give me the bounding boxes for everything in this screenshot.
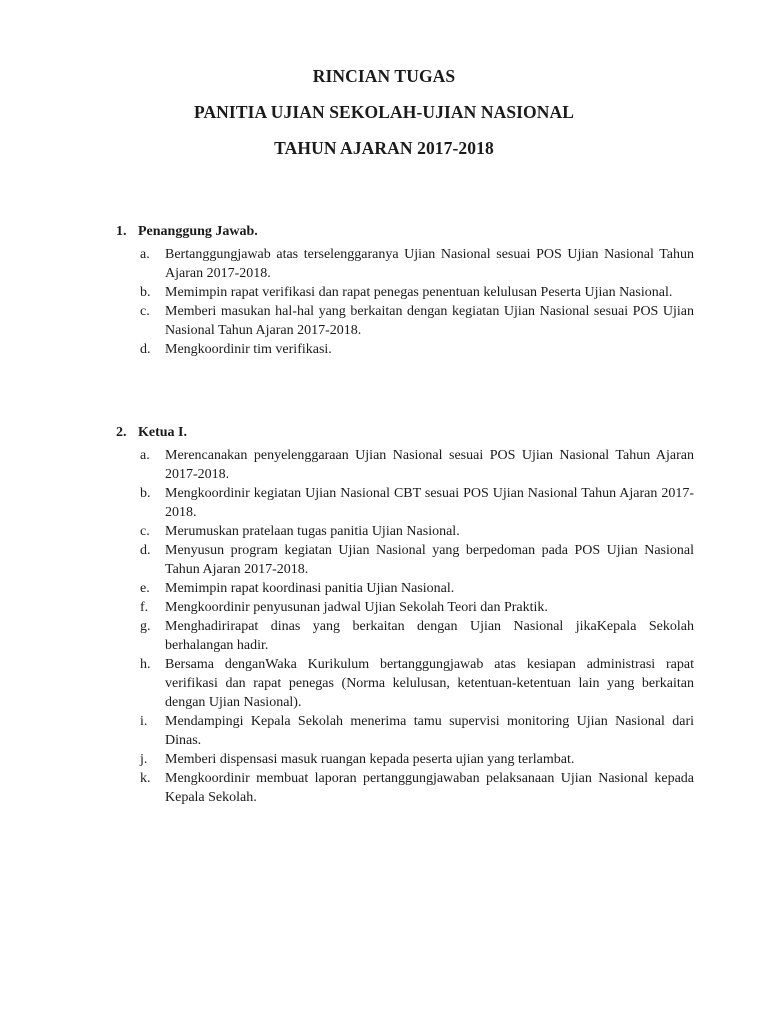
section-number: 2. xyxy=(116,425,127,440)
item-text: Mendampingi Kepala Sekolah menerima tamu supervisi monitoring Ujian Nasional dari Dinas. xyxy=(165,714,694,748)
section-penanggung-jawab xyxy=(116,223,694,359)
list-item xyxy=(140,340,694,359)
item-text: Memberi masukan hal-hal yang berkaitan dengan kegiatan Ujian Nasional sesuai POS Ujian Nasional Tahun Ajaran 2017-2018. xyxy=(165,304,694,338)
list-item xyxy=(140,446,694,484)
item-text: Bertanggungjawab atas terselenggaranya Ujian Nasional sesuai POS Ujian Nasional Tahun Ajaran 2017-2018. xyxy=(165,247,694,281)
title-line-3: TAHUN AJARAN 2017-2018 xyxy=(274,138,494,158)
item-letter: d. xyxy=(140,342,151,357)
title-line-2: PANITIA UJIAN SEKOLAH-UJIAN NASIONAL xyxy=(193,102,575,122)
list-item xyxy=(140,541,694,579)
list-item xyxy=(140,769,694,807)
title-line-1: RINCIAN TUGAS xyxy=(312,66,456,86)
item-text: Mengkoordinir penyusunan jadwal Ujian Sekolah Teori dan Praktik. xyxy=(165,600,548,615)
item-letter: c. xyxy=(140,304,150,319)
item-text: Merumuskan pratelaan tugas panitia Ujian Nasional. xyxy=(165,524,460,539)
item-letter: j. xyxy=(140,752,148,767)
list-item xyxy=(140,598,694,617)
list-item xyxy=(140,712,694,750)
document-title xyxy=(0,66,768,174)
item-letter: h. xyxy=(140,657,151,672)
item-text: Mengkoordinir kegiatan Ujian Nasional CBT sesuai POS Ujian Nasional Tahun Ajaran 2017-2018. xyxy=(165,486,694,520)
item-letter: f. xyxy=(140,600,149,615)
list-item xyxy=(140,655,694,712)
section-ketua-1 xyxy=(116,424,694,807)
item-letter: k. xyxy=(140,771,151,786)
item-letter: i. xyxy=(140,714,148,729)
item-letter: g. xyxy=(140,619,151,634)
item-letter: b. xyxy=(140,285,151,300)
item-text: Bersama denganWaka Kurikulum bertanggungjawab atas kesiapan administrasi rapat verifikasi dan rapat penegas (Norma kelulusan, ketentuan-ketentuan lain yang berkaitan dengan Ujian Nasional). xyxy=(165,657,694,710)
list-item xyxy=(140,302,694,340)
section-heading xyxy=(116,424,694,442)
list-item xyxy=(140,283,694,302)
item-list xyxy=(116,245,694,359)
item-text: Menyusun program kegiatan Ujian Nasional yang berpedoman pada POS Ujian Nasional Tahun Ajaran 2017-2018. xyxy=(165,543,694,577)
section-number: 1. xyxy=(116,224,127,239)
item-letter: e. xyxy=(140,581,150,596)
section-title: Ketua I. xyxy=(138,425,187,440)
item-list xyxy=(116,446,694,807)
item-letter: b. xyxy=(140,486,151,501)
list-item xyxy=(140,522,694,541)
list-item xyxy=(140,617,694,655)
item-text: Menghadirirapat dinas yang berkaitan dengan Ujian Nasional jikaKepala Sekolah berhalangan hadir. xyxy=(165,619,694,653)
item-text: Mengkoordinir tim verifikasi. xyxy=(165,342,332,357)
item-text: Memimpin rapat koordinasi panitia Ujian Nasional. xyxy=(165,581,455,596)
list-item xyxy=(140,750,694,769)
item-text: Merencanakan penyelenggaraan Ujian Nasional sesuai POS Ujian Nasional Tahun Ajaran 2017-2018. xyxy=(165,448,694,482)
list-item xyxy=(140,579,694,598)
item-letter: c. xyxy=(140,524,150,539)
item-text: Memberi dispensasi masuk ruangan kepada peserta ujian yang terlambat. xyxy=(165,752,575,767)
item-letter: a. xyxy=(140,448,150,463)
item-letter: d. xyxy=(140,543,151,558)
item-text: Mengkoordinir membuat laporan pertanggungjawaban pelaksanaan Ujian Nasional kepada Kepala Sekolah. xyxy=(165,771,694,805)
item-letter: a. xyxy=(140,247,150,262)
section-heading xyxy=(116,223,694,241)
section-title: Penanggung Jawab. xyxy=(138,224,258,239)
item-text: Memimpin rapat verifikasi dan rapat penegas penentuan kelulusan Peserta Ujian Nasional. xyxy=(165,285,673,300)
list-item xyxy=(140,245,694,283)
list-item xyxy=(140,484,694,522)
